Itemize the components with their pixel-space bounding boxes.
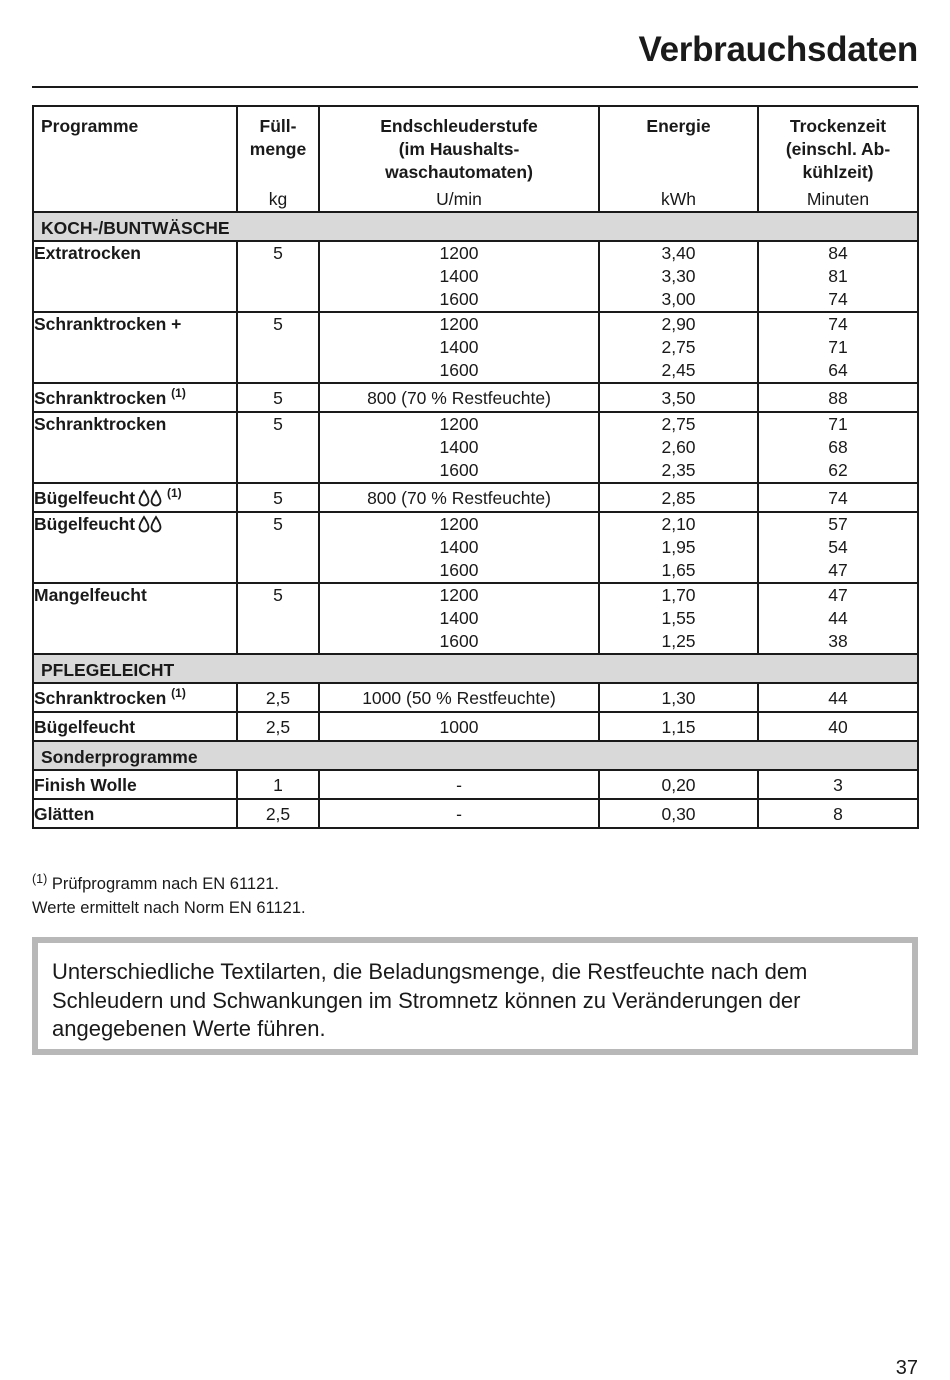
energy-cell [599, 583, 758, 654]
drying-time-value: 38 [828, 631, 848, 651]
table-row [33, 770, 918, 799]
spin-speed-value: 1600 [439, 560, 479, 580]
energy-value: 2,45 [661, 360, 696, 380]
energy-value: 2,75 [661, 337, 696, 357]
energy-value: 2,75 [661, 414, 696, 434]
spin-speed-value: 1400 [439, 266, 479, 286]
load-value: 5 [273, 314, 283, 334]
spin-speed-cell [319, 383, 599, 412]
load-value: 5 [273, 388, 283, 408]
header-drying-time [758, 106, 918, 212]
section-title: PFLEGELEICHT [33, 654, 918, 683]
spin-speed-value: 1600 [439, 631, 479, 651]
table-row [33, 383, 918, 412]
drying-time-value: 44 [828, 688, 848, 708]
spin-speed-value: 1600 [439, 460, 479, 480]
drying-time-cell [758, 383, 918, 412]
energy-cell [599, 412, 758, 483]
drying-time-cell [758, 312, 918, 383]
energy-value: 1,25 [661, 631, 696, 651]
header-unit [34, 188, 236, 189]
energy-value: 3,50 [661, 388, 696, 408]
footnote-text: Prüfprogramm nach EN 61121. [51, 875, 280, 893]
table-body [33, 212, 918, 828]
spin-speed-cell [319, 512, 599, 583]
header-label-line: menge [249, 139, 307, 159]
spin-speed-value: 1400 [439, 537, 479, 557]
header-label-line: kühlzeit) [802, 162, 874, 182]
drying-time-cell [758, 683, 918, 712]
energy-cell [599, 512, 758, 583]
header-unit: kg [268, 189, 288, 209]
program-name: Schranktrocken + [34, 314, 182, 334]
load-cell [237, 241, 319, 312]
load-value: 2,5 [265, 688, 291, 708]
spin-speed-value: 1400 [439, 437, 479, 457]
load-cell [237, 312, 319, 383]
table-header-row [33, 106, 918, 212]
drying-time-value: 57 [828, 514, 848, 534]
program-name-cell [33, 712, 237, 741]
load-cell [237, 383, 319, 412]
footnote-ref: (1) [171, 386, 186, 400]
page-title: Verbrauchsdaten [638, 30, 918, 69]
drying-time-cell [758, 241, 918, 312]
program-name-cell [33, 683, 237, 712]
program-name-cell [33, 241, 237, 312]
spin-speed-value: 1200 [439, 414, 479, 434]
energy-cell [599, 241, 758, 312]
spin-speed-cell [319, 770, 599, 799]
notice-box [32, 937, 918, 1055]
section-header-row [33, 654, 918, 683]
header-unit: U/min [436, 189, 482, 209]
energy-cell [599, 383, 758, 412]
energy-value: 3,40 [661, 243, 696, 263]
table-row [33, 712, 918, 741]
footnote-line-1 [32, 872, 306, 896]
drying-time-cell [758, 483, 918, 512]
drying-time-cell [758, 583, 918, 654]
spin-speed-cell [319, 312, 599, 383]
drying-time-value: 81 [828, 266, 848, 286]
drying-time-value: 71 [828, 414, 848, 434]
header-label-line: (einschl. Ab- [785, 139, 891, 159]
load-value: 2,5 [265, 717, 291, 737]
program-name-cell [33, 583, 237, 654]
energy-cell [599, 770, 758, 799]
drying-time-value: 54 [828, 537, 848, 557]
drying-time-cell [758, 770, 918, 799]
load-value: 5 [273, 488, 283, 508]
drying-time-value: 84 [828, 243, 848, 263]
footnote-ref: (1) [167, 486, 182, 500]
program-name-cell [33, 312, 237, 383]
energy-cell [599, 799, 758, 828]
section-title: Sonderprogramme [33, 741, 918, 770]
spin-speed-value: 1400 [439, 337, 479, 357]
spin-speed-value: 800 (70 % Restfeuchte) [367, 388, 551, 408]
section-header-row [33, 741, 918, 770]
footnote-ref: (1) [32, 872, 48, 886]
spin-speed-cell [319, 483, 599, 512]
program-name: Schranktrocken [34, 414, 167, 434]
spin-speed-cell [319, 241, 599, 312]
table-row [33, 241, 918, 312]
drying-time-value: 62 [828, 460, 848, 480]
drying-time-value: 68 [828, 437, 848, 457]
load-cell [237, 412, 319, 483]
program-name: Schranktrocken [34, 688, 167, 708]
spin-speed-value: 1200 [439, 514, 479, 534]
spin-speed-value: - [456, 804, 462, 824]
title-divider [32, 86, 918, 88]
header-load [237, 106, 319, 212]
spin-speed-value: 800 (70 % Restfeuchte) [367, 488, 551, 508]
energy-value: 3,00 [661, 289, 696, 309]
table-row [33, 312, 918, 383]
two-drops-icon [138, 489, 162, 507]
program-name: Mangelfeucht [34, 585, 147, 605]
spin-speed-cell [319, 799, 599, 828]
drying-time-cell [758, 799, 918, 828]
program-name: Finish Wolle [34, 775, 137, 795]
load-cell [237, 483, 319, 512]
energy-value: 1,95 [661, 537, 696, 557]
program-name-cell [33, 799, 237, 828]
load-value: 1 [273, 775, 283, 795]
drying-time-value: 64 [828, 360, 848, 380]
footnotes [32, 872, 306, 920]
drying-time-value: 3 [833, 775, 843, 795]
spin-speed-cell [319, 412, 599, 483]
load-value: 5 [273, 243, 283, 263]
header-unit: Minuten [806, 189, 870, 209]
program-name-cell [33, 383, 237, 412]
energy-value: 2,60 [661, 437, 696, 457]
energy-value: 1,55 [661, 608, 696, 628]
load-value: 5 [273, 585, 283, 605]
program-name: Glätten [34, 804, 95, 824]
table-row [33, 683, 918, 712]
consumption-table [32, 105, 919, 829]
energy-value: 1,65 [661, 560, 696, 580]
table-row [33, 412, 918, 483]
drying-time-value: 40 [828, 717, 848, 737]
energy-cell [599, 483, 758, 512]
section-header-row [33, 212, 918, 241]
energy-value: 0,30 [661, 804, 696, 824]
program-name: Bügelfeucht [34, 514, 136, 534]
energy-value: 1,70 [661, 585, 696, 605]
drying-time-cell [758, 512, 918, 583]
section-title: KOCH-/BUNTWÄSCHE [33, 212, 918, 241]
spin-speed-value: 1000 [439, 717, 479, 737]
energy-value: 3,30 [661, 266, 696, 286]
energy-cell [599, 712, 758, 741]
spin-speed-value: 1400 [439, 608, 479, 628]
program-name-cell [33, 483, 237, 512]
drying-time-value: 71 [828, 337, 848, 357]
load-value: 2,5 [265, 804, 291, 824]
drying-time-value: 74 [828, 488, 848, 508]
load-value: 5 [273, 414, 283, 434]
drying-time-value: 74 [828, 289, 848, 309]
header-label-line: (im Haushalts- [398, 139, 520, 159]
header-programme [33, 106, 237, 212]
program-name: Extratrocken [34, 243, 141, 263]
energy-value: 2,90 [661, 314, 696, 334]
spin-speed-value: 1200 [439, 314, 479, 334]
header-label-line: Trockenzeit [789, 116, 887, 136]
spin-speed-cell [319, 583, 599, 654]
header-unit: kWh [661, 189, 696, 209]
spin-speed-value: - [456, 775, 462, 795]
drying-time-value: 47 [828, 560, 848, 580]
load-cell [237, 583, 319, 654]
energy-value: 2,85 [661, 488, 696, 508]
spin-speed-value: 1000 (50 % Restfeuchte) [362, 688, 556, 708]
header-energy [599, 106, 758, 212]
program-name: Schranktrocken [34, 388, 167, 408]
header-label-line: Energie [646, 116, 711, 136]
two-drops-icon [138, 515, 162, 533]
program-name-cell [33, 770, 237, 799]
drying-time-cell [758, 412, 918, 483]
drying-time-value: 8 [833, 804, 843, 824]
load-cell [237, 799, 319, 828]
table-row [33, 512, 918, 583]
spin-speed-cell [319, 683, 599, 712]
load-cell [237, 770, 319, 799]
spin-speed-value: 1200 [439, 243, 479, 263]
footnote-line-2: Werte ermittelt nach Norm EN 61121. [32, 899, 306, 917]
program-name: Bügelfeucht [34, 488, 136, 508]
header-label-line: waschautomaten) [385, 162, 533, 182]
drying-time-value: 47 [828, 585, 848, 605]
header-label-line: Füll- [259, 116, 297, 136]
header-spin-speed [319, 106, 599, 212]
energy-value: 0,20 [661, 775, 696, 795]
program-name: Bügelfeucht [34, 717, 136, 737]
footnote-ref: (1) [171, 686, 186, 700]
energy-cell [599, 312, 758, 383]
spin-speed-value: 1600 [439, 289, 479, 309]
spin-speed-value: 1600 [439, 360, 479, 380]
energy-value: 1,30 [661, 688, 696, 708]
spin-speed-value: 1200 [439, 585, 479, 605]
header-label-line: Endschleuderstufe [380, 116, 538, 136]
program-name-cell [33, 512, 237, 583]
page-number: 37 [895, 1357, 918, 1379]
energy-value: 2,35 [661, 460, 696, 480]
load-value: 5 [273, 514, 283, 534]
spin-speed-cell [319, 712, 599, 741]
load-cell [237, 512, 319, 583]
energy-value: 1,15 [661, 717, 696, 737]
drying-time-value: 74 [828, 314, 848, 334]
table-row [33, 583, 918, 654]
table-row [33, 483, 918, 512]
energy-value: 2,10 [661, 514, 696, 534]
load-cell [237, 683, 319, 712]
energy-cell [599, 683, 758, 712]
table-row [33, 799, 918, 828]
program-name-cell [33, 412, 237, 483]
notice-text: Unterschiedliche Textilarten, die Beladungsmenge, die Restfeuchte nach dem Schleudern und Schwankungen im Stromnetz können zu Veränderungen der angegebenen Werte führen. [52, 959, 808, 1041]
header-label-line: Programme [41, 116, 139, 136]
drying-time-cell [758, 712, 918, 741]
drying-time-value: 44 [828, 608, 848, 628]
load-cell [237, 712, 319, 741]
drying-time-value: 88 [828, 388, 848, 408]
